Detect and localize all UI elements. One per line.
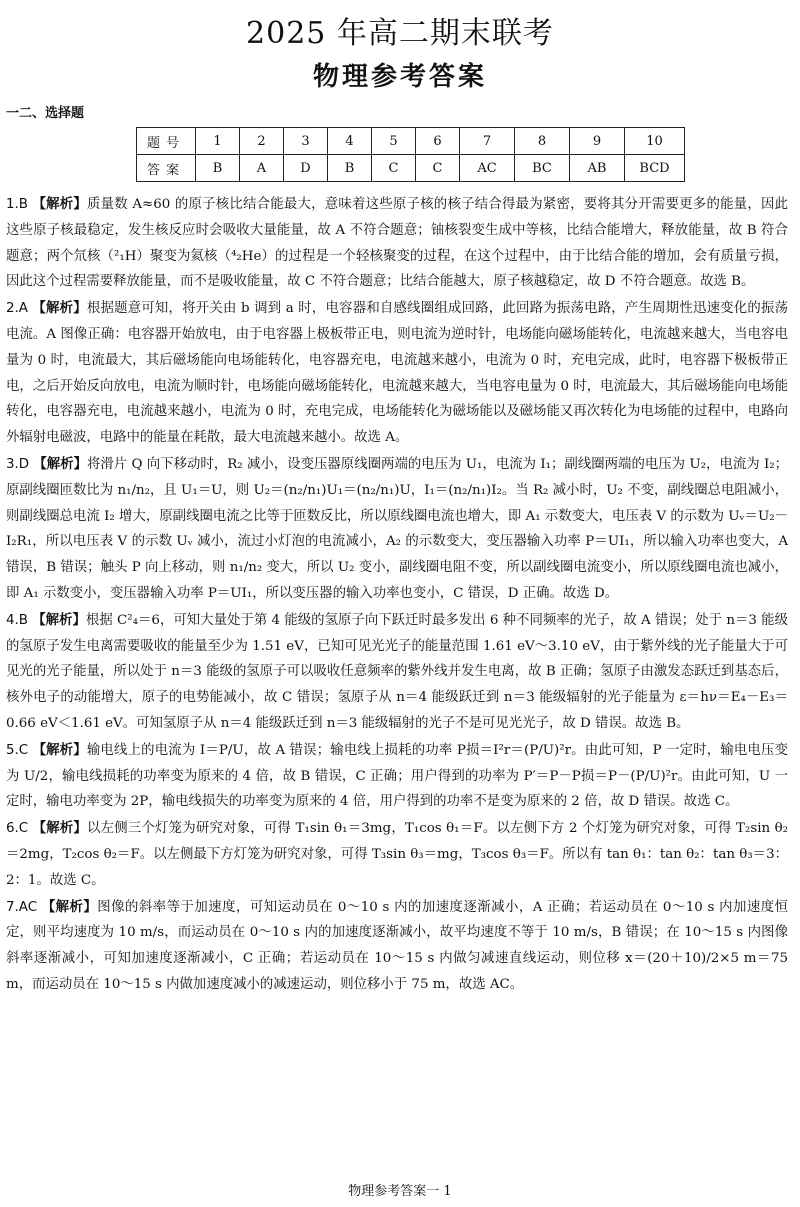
item-text: 质量数 A≈60 的原子核比结合能最大，意味着这些原子核的核子结合得最为紧密，要将其分开需要更多的能量，因此这些原子核最稳定，发生核反应时会吸收大量能量，故 A 不符合题意；铀核裂变生成中等核，比结合能增大，释放能量，故 B 符合题意；两个氘核（²₁H）聚变为氦核（⁴₂He）的过程是一个轻核聚变的过程，在这个过程中，由于比结合能的增加，会有质量亏损，因此这个过程需要释放能量，而不是吸收能量，故 C 不符合题意；比结合能越大，原子核越稳定，故 D 不符合题意。故选 B。 <box>6 197 788 290</box>
answer-cell: AC <box>460 155 515 182</box>
item-number: 7.AC <box>6 899 38 915</box>
answer-table-number-row <box>137 128 685 155</box>
question-number: 9 <box>570 128 625 155</box>
item-number: 1.B <box>6 197 28 212</box>
analysis-tag: 【解析】 <box>41 899 98 915</box>
item-number: 6.C <box>6 821 29 837</box>
explanation-item-5 <box>6 738 788 815</box>
answer-cell: D <box>284 155 328 182</box>
analysis-tag: 【解析】 <box>32 301 87 317</box>
answer-table-answer-row <box>137 155 685 182</box>
question-number: 6 <box>416 128 460 155</box>
analysis-tag: 【解析】 <box>32 821 88 837</box>
item-number: 3.D <box>6 456 30 472</box>
item-text: 图像的斜率等于加速度，可知运动员在 0～10 s 内的加速度逐渐减小，A 正确；若运动员在 0～10 s 内加速度恒定，则平均速度为 10 m/s，而运动员在 0～10 s 内的加速度逐渐减小，故平均速度不等于 10 m/s，B 错误；在 10～15 s 内图像斜率逐渐减小，可知加速度逐渐减小，C 正确；若运动员在 10～15 s 内做匀减速直线运动，则位移 x＝(20＋10)/2×5 m＝75 m，而运动员在 10～15 s 内做加速度减小的减速运动，则位移小于 75 m，故选 AC。 <box>6 899 789 992</box>
row-label-number: 题号 <box>137 128 196 155</box>
row-label-answer: 答案 <box>137 155 196 182</box>
section-heading: 一二、选择题 <box>6 106 85 121</box>
item-text: 将滑片 Q 向下移动时，R₂ 减小，设变压器原线圈两端的电压为 U₁，电流为 I₁；副线圈两端的电压为 U₂，电流为 I₂；原副线圈匝数比为 n₁/n₂，且 U₁＝U，则 U₂＝(n₂/n₁)U₁＝(n₂/n₁)U，I₁＝(n₂/n₁)I₂。当 R₂ 减小时，U₂ 不变，副线圈总电阻减小，则副线圈总电流 I₂ 增大，原副线圈电流之比等于匝数反比，所以原线圈电流也增大，即 A₁ 示数变大，电压表 V 的示数为 Uᵥ＝U₂－I₂R₁，所以电压表 V 的示数 Uᵥ 减小，流过小灯泡的电流减小，A₂ 的示数变大，变压器输入功率 P＝UI₁，所以输入功率也变大，A 错误，B 错误；触头 P 向上移动，则 n₁/n₂ 变大，所以 U₂ 变小，副线圈电阻不变，所以副线圈电流变小，所以原线圈电流也减小，即 A₁ 示数变小，变压器输入功率 P＝UI₁，所以变压器的输入功率也变小，C 错误，D 正确。故选 D。 <box>6 456 789 601</box>
question-number: 5 <box>372 128 416 155</box>
analysis-tag: 【解析】 <box>32 742 87 758</box>
page-title: 2025 年高二期末联考 <box>246 16 554 51</box>
item-number: 5.C <box>6 742 29 758</box>
item-text: 输电线上的电流为 I＝P/U，故 A 错误；输电线上损耗的功率 P损＝I²r＝(P/U)²r。由此可知，P 一定时，输电电压变为 U/2，输电线损耗的功率变为原来的 4 倍，故 B 错误，C 正确；用户得到的功率为 P′＝P－P损＝P－(P/U)²r。由此可知，U 一定时，输电功率变为 2P，输电线损失的功率变为原来的 4 倍，用户得到的功率不是变为原来的 2 倍，故 D 错误。故选 C。 <box>6 742 788 810</box>
item-text: 根据题意可知，将开关由 b 调到 a 时，电容器和自感线圈组成回路，此回路为振荡电路，产生周期性迅速变化的振荡电流。A 图像正确：电容器开始放电，由于电容器上极板带正电，则电流为逆时针，电场能向磁场能转化，电流越来越大，当电容电量为 0 时，电流最大，其后磁场能向电场能转化，电容器充电，电流越来越小，电流为 0 时，充电完成，此时，电容器下极板带正电，之后开始反向放电，电流为顺时针，电场能向磁场能转化，电流越来越大，当电容电量为 0 时，电流最大，其后磁场能向电场能转化，电容器充电，电流越来越小，电流为 0 时，充电完成，电场能转化为磁场能以及磁场能又再次转化为电场能的过程中，电路向外辐射电磁波，电路中的能量在耗散，最大电流越来越小。故选 A。 <box>6 301 789 446</box>
explanation-item-6 <box>6 816 788 893</box>
answer-cell: BC <box>515 155 570 182</box>
question-number: 2 <box>240 128 284 155</box>
answer-cell: AB <box>570 155 625 182</box>
question-number: 7 <box>460 128 515 155</box>
page-footer: 物理参考答案一 1 <box>348 1184 452 1199</box>
page-subtitle: 物理参考答案 <box>312 62 487 92</box>
answer-cell: C <box>372 155 416 182</box>
item-number: 2.A <box>6 301 28 317</box>
item-text: 以左侧三个灯笼为研究对象，可得 T₁sin θ₁＝3mg，T₁cos θ₁＝F。以左侧下方 2 个灯笼为研究对象，可得 T₂sin θ₂＝2mg，T₂cos θ₂＝F。以左侧最下方灯笼为研究对象，可得 T₃sin θ₃＝mg，T₃cos θ₃＝F。所以有 tan θ₁：tan θ₂：tan θ₃＝3：2：1。故选 C。 <box>6 821 788 888</box>
answer-table <box>136 127 685 182</box>
question-number: 3 <box>284 128 328 155</box>
question-number: 1 <box>196 128 240 155</box>
answer-cell: B <box>328 155 372 182</box>
explanation-item-1 <box>6 192 788 295</box>
item-number: 4.B <box>6 612 28 628</box>
answer-cell: C <box>416 155 460 182</box>
analysis-tag: 【解析】 <box>33 456 88 472</box>
explanation-item-2 <box>6 296 788 451</box>
answer-cell: A <box>240 155 284 182</box>
explanation-list <box>6 192 788 999</box>
question-number: 10 <box>625 128 685 155</box>
answer-cell: B <box>196 155 240 182</box>
answer-cell: BCD <box>625 155 685 182</box>
item-text: 根据 C²₄＝6，可知大量处于第 4 能级的氢原子向下跃迁时最多发出 6 种不同频率的光子，故 A 错误；处于 n＝3 能级的氢原子发生电离需要吸收的能量至少为 1.51 eV，已知可见光光子的能量范围 1.61 eV～3.10 eV，由于紫外线的光子能量大于可见光的光子能量，所以处于 n＝3 能级的氢原子可以吸收任意频率的紫外线并发生电离，故 B 正确；氢原子由激发态跃迁到基态后，核外电子的动能增大，原子的电势能减小，故 C 错误；氢原子从 n＝4 能级跃迁到 n＝3 能级辐射的光子能量为 ε＝hν＝E₄－E₃＝0.66 eV＜1.61 eV。可知氢原子从 n＝4 能级跃迁到 n＝3 能级辐射的光子不是可见光光子，故 D 错误。故选 B。 <box>6 612 789 731</box>
analysis-tag: 【解析】 <box>32 197 87 212</box>
question-number: 4 <box>328 128 372 155</box>
explanation-item-3 <box>6 452 788 607</box>
analysis-tag: 【解析】 <box>32 612 86 628</box>
explanation-item-7 <box>6 895 788 998</box>
explanation-item-4 <box>6 608 788 737</box>
question-number: 8 <box>515 128 570 155</box>
